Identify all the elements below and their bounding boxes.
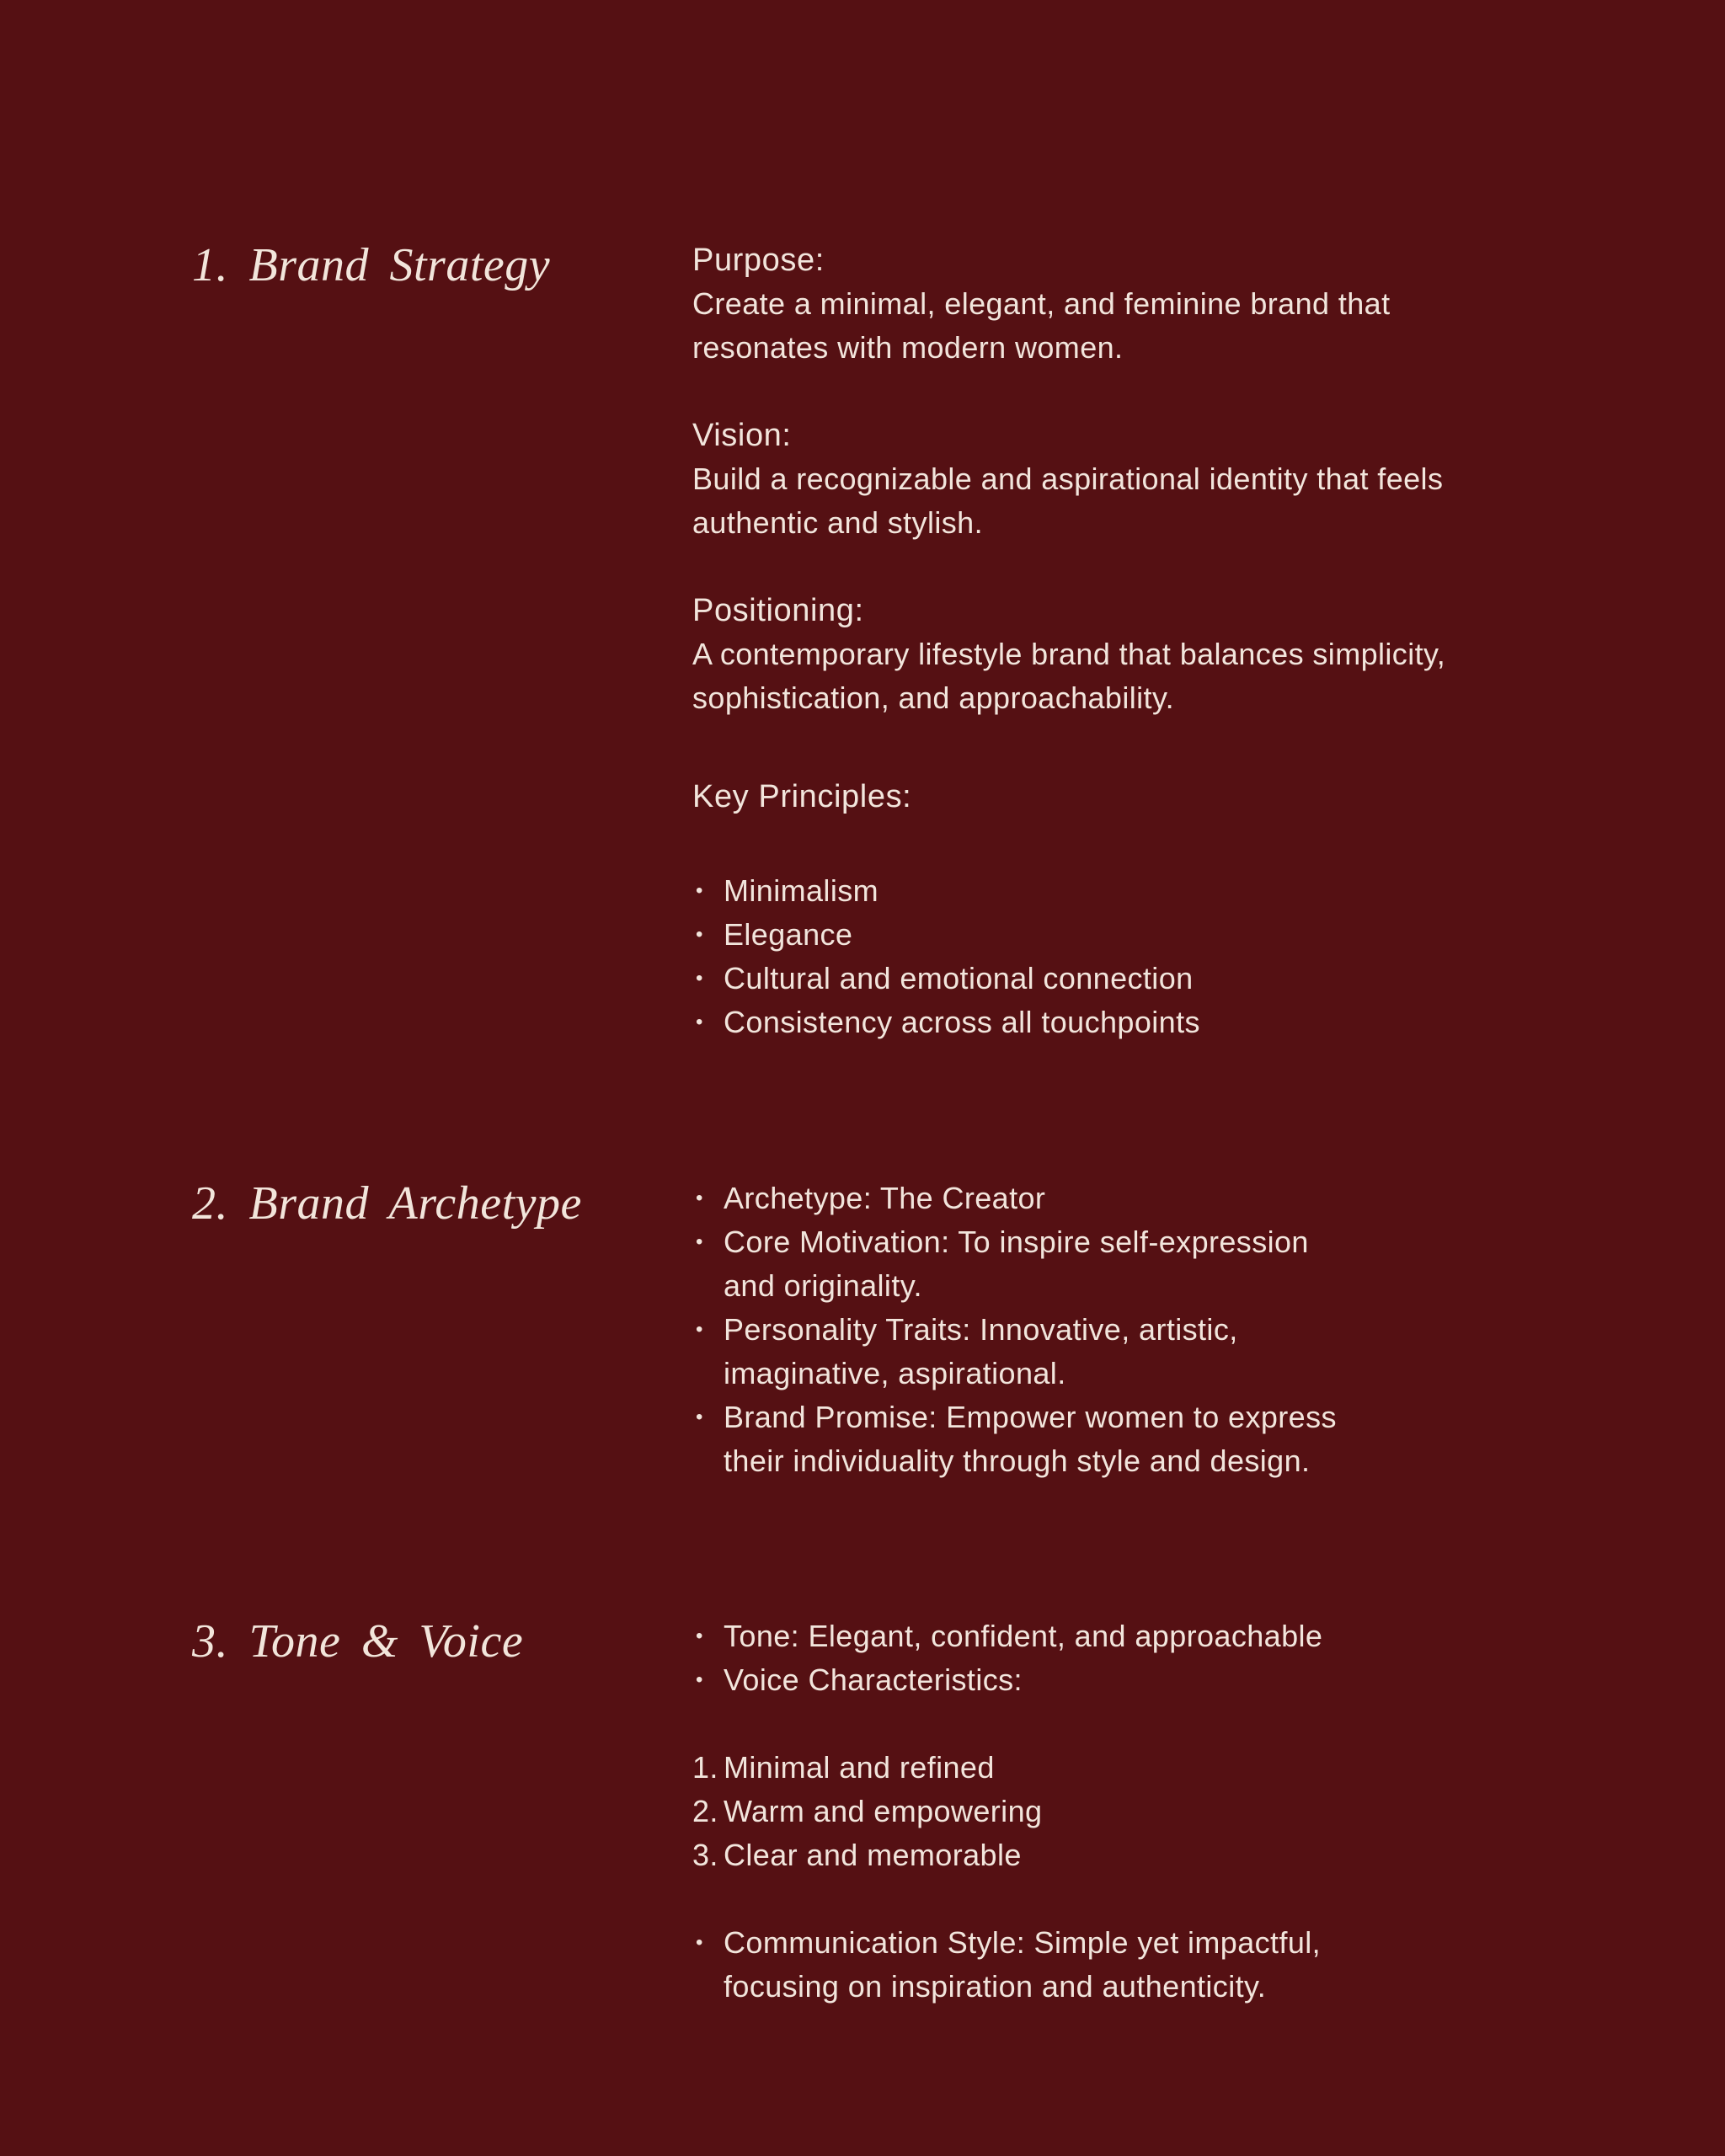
text-line: Personality Traits: Innovative, artistic, (724, 1312, 1238, 1347)
section-content (692, 1614, 1543, 2009)
bullet-marker (692, 957, 724, 1001)
section-heading: 3. Tone & Voice (192, 1615, 524, 1668)
text-line: Warm and empowering (724, 1794, 1043, 1828)
section-heading: 1. Brand Strategy (192, 239, 551, 291)
bullet-marker (692, 913, 724, 957)
numbered-list (692, 1746, 1543, 1877)
bullet-item (692, 1658, 1543, 1702)
text-line: resonates with modern women. (692, 330, 1124, 365)
bullet-item (692, 1921, 1543, 2009)
bullet-item (692, 1220, 1543, 1308)
bullet-item (692, 913, 1543, 957)
text-line: focusing on inspiration and authenticity. (724, 1969, 1267, 2004)
paragraph-label: Purpose: (692, 243, 825, 278)
paragraph-block (692, 238, 1543, 370)
item-text (724, 1746, 1543, 1790)
text-line: A contemporary lifestyle brand that balances simplicity, (692, 637, 1446, 671)
text-line: Elegance (724, 917, 853, 952)
text-line: Clear and memorable (724, 1838, 1022, 1872)
section-content (692, 238, 1543, 1044)
bullet-dot-icon: • (696, 1625, 703, 1647)
number-marker (692, 1790, 724, 1833)
text-line: Minimal and refined (724, 1750, 995, 1785)
bullet-dot-icon: • (696, 1406, 703, 1428)
text-line: and originality. (724, 1268, 922, 1303)
section-content (692, 1177, 1543, 1483)
bullet-item (692, 957, 1543, 1001)
numbered-item (692, 1833, 1543, 1877)
bullet-list (692, 1177, 1543, 1483)
bullet-marker (692, 1658, 724, 1702)
bullet-marker (692, 1177, 724, 1220)
item-text (724, 1177, 1543, 1220)
bullet-marker (692, 1220, 724, 1264)
text-line: imaginative, aspirational. (724, 1356, 1066, 1390)
bullet-marker (692, 1614, 724, 1658)
bullet-dot-icon: • (696, 1931, 703, 1954)
bullet-item (692, 1308, 1543, 1396)
item-text (724, 913, 1543, 957)
item-text (724, 1658, 1543, 1702)
text-line: Build a recognizable and aspirational identity that feels (692, 462, 1444, 496)
item-number: 3. (692, 1838, 718, 1872)
bullet-marker (692, 1308, 724, 1352)
text-line: Core Motivation: To inspire self-expression (724, 1225, 1309, 1259)
bullet-dot-icon: • (696, 1318, 703, 1341)
text-line: Archetype: The Creator (724, 1181, 1046, 1215)
bullet-dot-icon: • (696, 923, 703, 946)
paragraph-label: Vision: (692, 418, 792, 453)
bullet-marker (692, 1001, 724, 1044)
item-text (724, 869, 1543, 913)
item-text (724, 1220, 1543, 1308)
paragraph-label: Positioning: (692, 593, 864, 628)
bullet-list (692, 869, 1543, 1044)
section-heading: 2. Brand Archetype (192, 1177, 582, 1230)
item-text (724, 1396, 1543, 1483)
bullet-item (692, 1396, 1543, 1483)
text-line: Create a minimal, elegant, and feminine brand that (692, 286, 1391, 321)
item-text (724, 1833, 1543, 1877)
item-text (724, 1614, 1543, 1658)
text-line: Communication Style: Simple yet impactful, (724, 1925, 1322, 1960)
text-line: Tone: Elegant, confident, and approachable (724, 1619, 1323, 1653)
bullet-item (692, 869, 1543, 913)
text-line: Brand Promise: Empower women to express (724, 1400, 1337, 1434)
bullet-dot-icon: • (696, 1187, 703, 1209)
number-marker (692, 1833, 724, 1877)
bullet-dot-icon: • (696, 879, 703, 902)
item-text (724, 1308, 1543, 1396)
paragraph-block (692, 414, 1543, 545)
bullet-dot-icon: • (696, 1011, 703, 1033)
item-text (724, 1001, 1543, 1044)
bullet-item (692, 1177, 1543, 1220)
item-text (724, 957, 1543, 1001)
text-line: Consistency across all touchpoints (724, 1005, 1200, 1039)
bullet-dot-icon: • (696, 1668, 703, 1691)
bullet-list (692, 1614, 1543, 1702)
section-subheading: Key Principles: (692, 779, 912, 814)
item-number: 1. (692, 1750, 718, 1785)
text-line: sophistication, and approachability. (692, 680, 1175, 715)
bullet-marker (692, 869, 724, 913)
numbered-item (692, 1746, 1543, 1790)
bullet-dot-icon: • (696, 967, 703, 990)
bullet-marker (692, 1921, 724, 1965)
bullet-list (692, 1921, 1543, 2009)
bullet-marker (692, 1396, 724, 1439)
text-line: Voice Characteristics: (724, 1662, 1023, 1697)
numbered-item (692, 1790, 1543, 1833)
bullet-item (692, 1614, 1543, 1658)
item-text (724, 1790, 1543, 1833)
item-text (724, 1921, 1543, 2009)
text-line: Minimalism (724, 873, 879, 908)
item-number: 2. (692, 1794, 718, 1828)
paragraph-block (692, 589, 1543, 720)
text-line: authentic and stylish. (692, 505, 983, 540)
bullet-dot-icon: • (696, 1230, 703, 1253)
text-line: Cultural and emotional connection (724, 961, 1194, 995)
text-line: their individuality through style and design. (724, 1444, 1311, 1478)
number-marker (692, 1746, 724, 1790)
bullet-item (692, 1001, 1543, 1044)
